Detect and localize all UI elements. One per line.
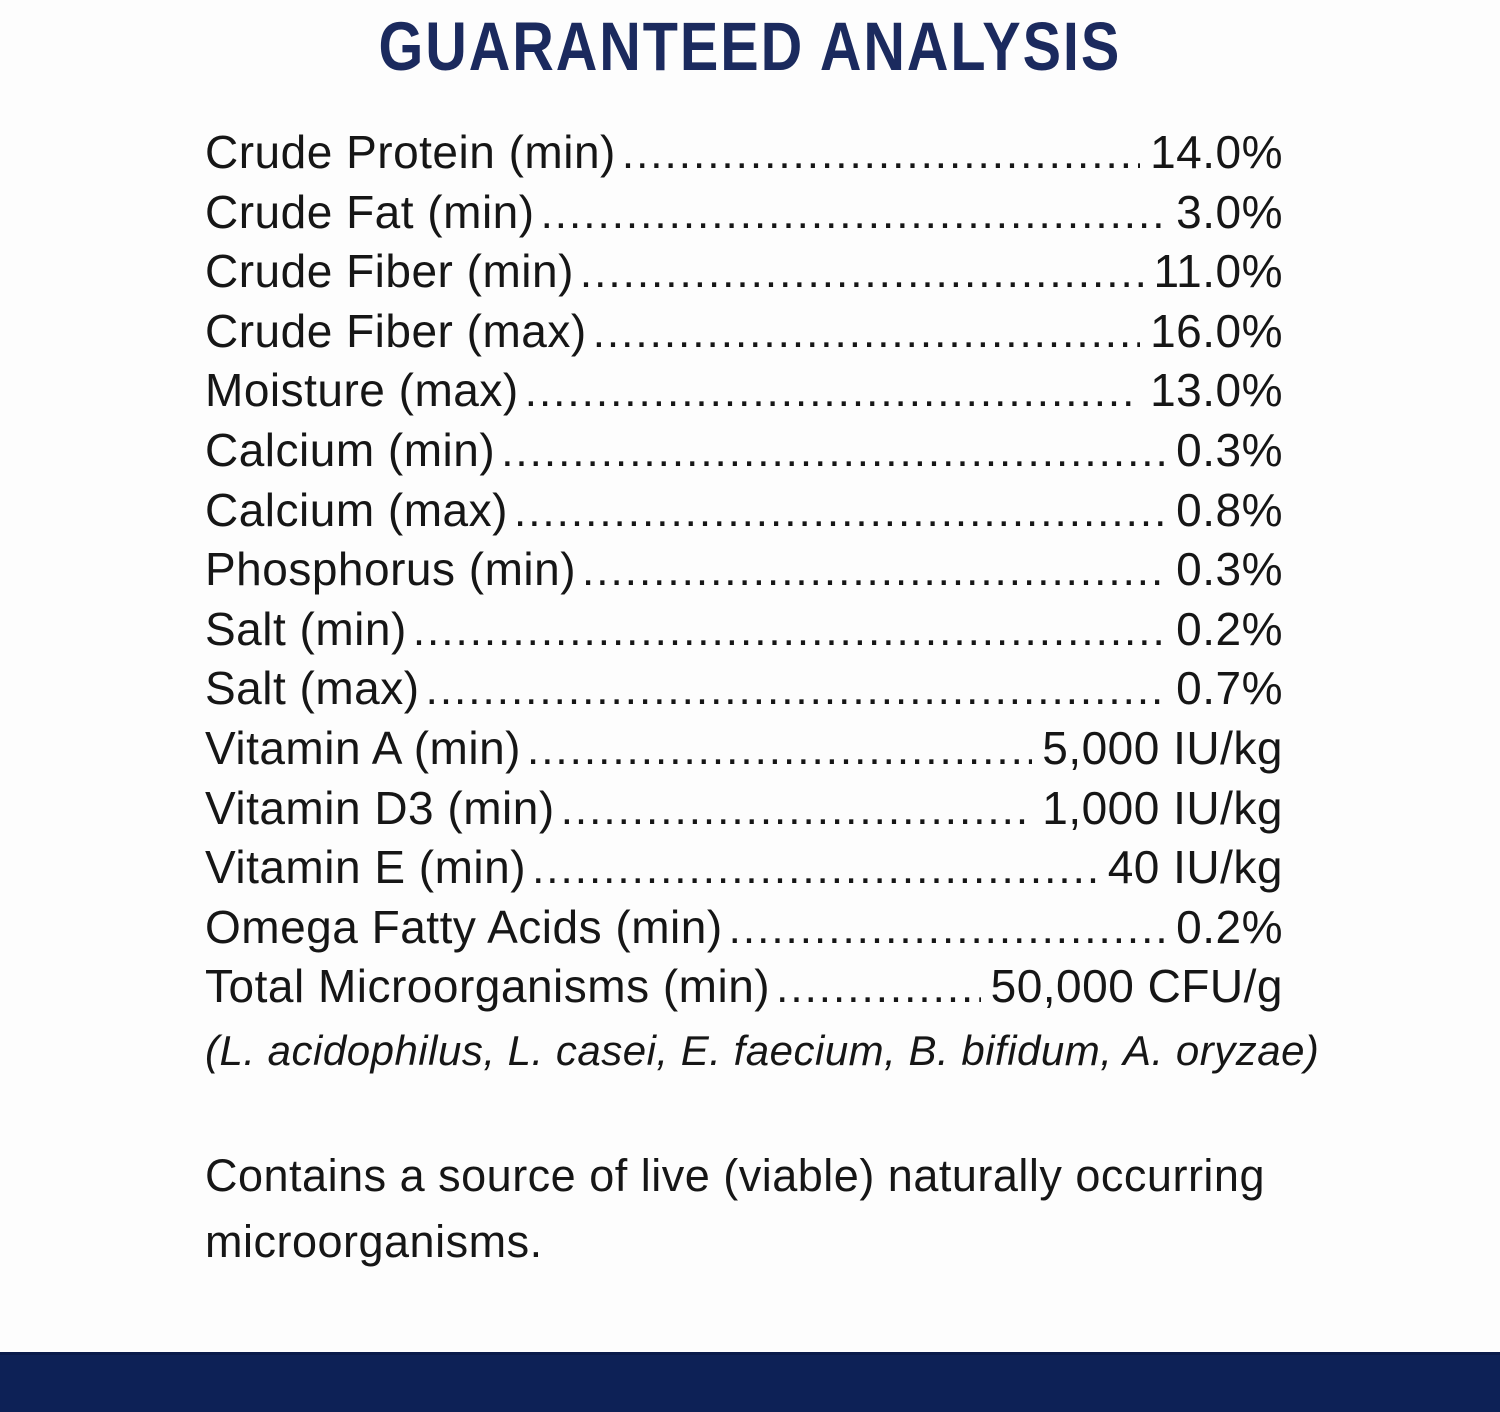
analysis-row-label: Vitamin D3 (min) [205,781,555,834]
dot-leader [561,779,1033,840]
analysis-row-value: 1,000 IU/kg [1042,781,1283,834]
dot-leader [776,957,980,1018]
analysis-row-value: 0.8% [1176,483,1283,536]
analysis-row-label: Salt (min) [205,602,407,655]
analysis-row [205,540,1283,600]
analysis-row-value: 13.0% [1150,364,1283,417]
analysis-row [205,242,1283,302]
analysis-row-label: Vitamin E (min) [205,841,527,894]
analysis-row [205,302,1283,362]
analysis-row-label: Omega Fatty Acids (min) [205,900,723,953]
analysis-row [205,719,1283,779]
dot-leader [413,600,1166,661]
analysis-row-label: Crude Fiber (max) [205,304,587,357]
analysis-row [205,481,1283,541]
analysis-row [205,957,1283,1017]
analysis-row-label: Calcium (min) [205,423,496,476]
analysis-row-value: 5,000 IU/kg [1042,721,1283,774]
dot-leader [525,361,1140,422]
analysis-row-value: 0.3% [1176,543,1283,596]
dot-leader [622,123,1140,184]
analysis-row [205,898,1283,958]
dot-leader [593,302,1140,363]
title-wrap [0,0,1500,85]
analysis-row [205,361,1283,421]
analysis-list [205,123,1283,1017]
analysis-row-value: 16.0% [1150,304,1283,357]
dot-leader [514,481,1166,542]
analysis-row-label: Total Microorganisms (min) [205,960,771,1013]
analysis-row [205,183,1283,243]
analysis-row-label: Crude Fiber (min) [205,245,574,298]
analysis-row-label: Crude Fat (min) [205,185,535,238]
analysis-row-label: Vitamin A (min) [205,721,521,774]
dot-leader [580,242,1144,303]
analysis-row-label: Salt (max) [205,662,420,715]
dot-leader [729,898,1167,959]
analysis-row-label: Calcium (max) [205,483,508,536]
analysis-row [205,421,1283,481]
analysis-row-label: Moisture (max) [205,364,519,417]
analysis-row [205,123,1283,183]
dot-leader [541,183,1167,244]
analysis-row-value: 0.3% [1176,423,1283,476]
dot-leader [582,540,1166,601]
analysis-row [205,838,1283,898]
analysis-row-value: 14.0% [1150,126,1283,178]
analysis-row-value: 0.2% [1176,602,1283,655]
analysis-row-value: 11.0% [1153,245,1283,298]
dot-leader [426,659,1167,720]
analysis-row [205,600,1283,660]
viability-statement: Contains a source of live (viable) naturally occurring microorganisms. [205,1149,1265,1267]
analysis-row-label: Crude Protein (min) [205,126,616,178]
analysis-row-value: 50,000 CFU/g [990,960,1283,1013]
analysis-row [205,779,1283,839]
analysis-row-label: Phosphorus (min) [205,543,577,596]
footer-navy-bar [0,1352,1500,1412]
dot-leader [527,719,1032,780]
dot-leader [532,838,1098,899]
dot-leader [501,421,1166,482]
page-title: GUARANTEED ANALYSIS [378,8,1122,85]
analysis-row-value: 3.0% [1176,185,1283,238]
analysis-row-value: 0.7% [1176,662,1283,715]
analysis-row-value: 40 IU/kg [1107,841,1283,894]
analysis-row-value: 0.2% [1176,900,1283,953]
analysis-row [205,659,1283,719]
microorganism-species-note: (L. acidophilus, L. casei, E. faecium, B. bifidum, A. oryzae) [205,1026,1320,1074]
